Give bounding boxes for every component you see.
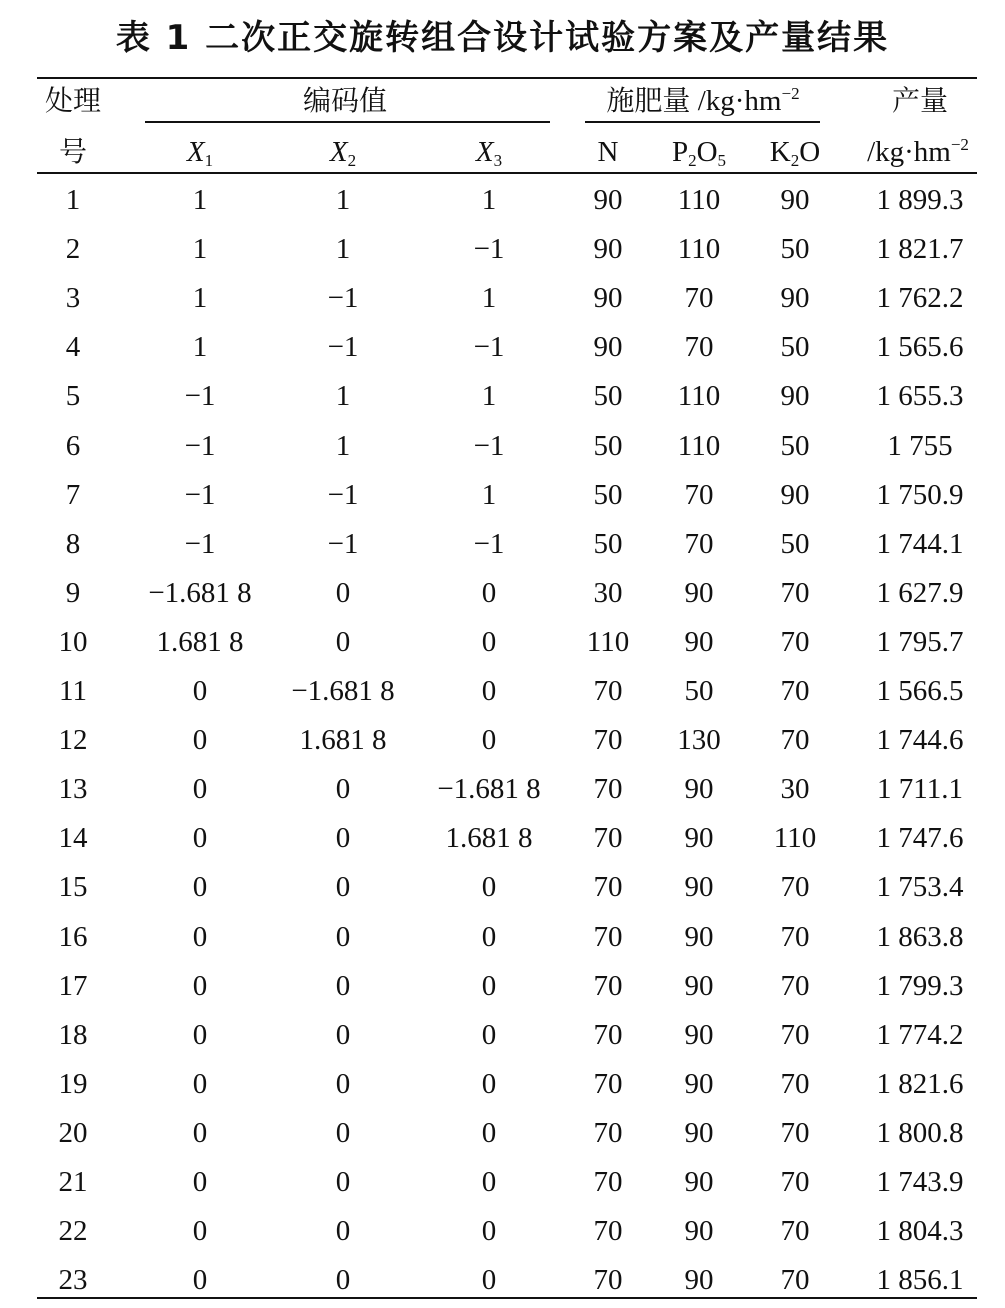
cell-n: 30 xyxy=(593,576,623,609)
header-k2o xyxy=(770,135,820,169)
cell-p2o5: 90 xyxy=(684,822,714,855)
cell-x3: 0 xyxy=(481,625,497,658)
header-fert-label: 施肥量 xyxy=(606,84,691,117)
cell-k2o: 90 xyxy=(780,184,810,216)
header-yield-unit xyxy=(867,135,969,169)
cell-treatment: 15 xyxy=(58,871,88,904)
cell-x3: 1 xyxy=(481,184,497,216)
cell-x3: 0 xyxy=(481,1018,497,1051)
header-x3-sub: 3 xyxy=(493,151,503,170)
cell-k2o: 70 xyxy=(780,920,810,953)
cell-x3: 0 xyxy=(481,969,497,1002)
cell-n: 90 xyxy=(593,233,623,266)
cell-yield: 1 743.9 xyxy=(876,1166,964,1198)
cell-n: 70 xyxy=(593,773,623,806)
header-x2-sub: 2 xyxy=(347,151,357,170)
cell-x2: 0 xyxy=(335,1116,351,1149)
cell-x2: 0 xyxy=(335,871,351,904)
cell-treatment: 17 xyxy=(58,969,88,1002)
cell-n: 70 xyxy=(593,724,623,757)
cell-x3: −1 xyxy=(473,331,505,364)
cell-treatment: 20 xyxy=(58,1116,88,1149)
cell-yield: 1 627.9 xyxy=(876,576,964,609)
cell-x1: 0 xyxy=(192,871,208,904)
cell-x3: −1 xyxy=(473,233,505,266)
cell-treatment: 4 xyxy=(65,331,81,364)
cell-yield: 1 566.5 xyxy=(876,675,964,707)
cell-x1: 0 xyxy=(192,969,208,1002)
cell-x3: 1 xyxy=(481,380,497,413)
cell-p2o5: 90 xyxy=(684,625,714,658)
cell-x2: −1 xyxy=(327,527,359,560)
cell-treatment: 2 xyxy=(65,233,81,266)
cell-yield: 1 711.1 xyxy=(877,773,963,806)
header-x1-base: X xyxy=(186,136,205,168)
header-fert-unit: /kg·hm xyxy=(697,85,782,117)
cell-x2: 0 xyxy=(335,920,351,953)
cell-x3: 0 xyxy=(481,724,497,757)
cell-k2o: 70 xyxy=(780,871,810,904)
cell-k2o: 70 xyxy=(780,969,810,1002)
cell-k2o: 70 xyxy=(780,576,810,609)
cell-x1: 0 xyxy=(192,1215,208,1248)
cell-x1: 0 xyxy=(192,1018,208,1051)
cell-treatment: 21 xyxy=(58,1166,88,1198)
cell-n: 90 xyxy=(593,331,623,364)
header-x1 xyxy=(187,135,213,169)
cell-treatment: 7 xyxy=(65,478,81,511)
cell-p2o5: 90 xyxy=(684,576,714,609)
cell-p2o5: 110 xyxy=(677,429,721,462)
cell-x1: −1 xyxy=(184,380,216,413)
cell-yield: 1 821.7 xyxy=(876,233,964,266)
cell-treatment: 16 xyxy=(58,920,88,953)
cell-yield: 1 795.7 xyxy=(876,625,964,658)
cell-k2o: 50 xyxy=(780,331,810,364)
cell-x2: 1 xyxy=(335,233,351,266)
coded-group-rule xyxy=(145,121,550,123)
cell-k2o: 90 xyxy=(780,380,810,413)
cell-n: 70 xyxy=(593,1215,623,1248)
cell-p2o5: 50 xyxy=(684,675,714,707)
cell-p2o5: 90 xyxy=(684,920,714,953)
cell-treatment: 10 xyxy=(58,625,88,658)
cell-x3: 0 xyxy=(481,1215,497,1248)
cell-k2o: 70 xyxy=(780,1067,810,1100)
cell-x3: 0 xyxy=(481,1067,497,1100)
header-p2o5-sub-5: 5 xyxy=(717,151,727,170)
cell-yield: 1 753.4 xyxy=(876,871,964,904)
cell-k2o: 70 xyxy=(780,675,810,707)
cell-x1: −1.681 8 xyxy=(148,576,252,609)
cell-k2o: 50 xyxy=(780,527,810,560)
cell-n: 90 xyxy=(593,282,623,315)
cell-x2: 0 xyxy=(335,625,351,658)
cell-x3: 0 xyxy=(481,1166,497,1198)
cell-x3: −1 xyxy=(473,527,505,560)
cell-x1: 0 xyxy=(192,822,208,855)
cell-n: 70 xyxy=(593,1116,623,1149)
cell-x2: 0 xyxy=(335,822,351,855)
header-x1-sub: 1 xyxy=(204,151,214,170)
header-x2-base: X xyxy=(329,136,348,168)
cell-x2: 1 xyxy=(335,429,351,462)
cell-x3: 1 xyxy=(481,478,497,511)
cell-yield: 1 755 xyxy=(887,429,953,462)
header-x3 xyxy=(476,135,502,169)
cell-treatment: 22 xyxy=(58,1215,88,1248)
cell-k2o: 90 xyxy=(780,478,810,511)
cell-yield: 1 821.6 xyxy=(876,1067,964,1100)
cell-k2o: 70 xyxy=(780,1166,810,1198)
cell-p2o5: 70 xyxy=(684,282,714,315)
cell-x1: 0 xyxy=(192,1166,208,1198)
cell-k2o: 70 xyxy=(780,625,810,658)
cell-treatment: 3 xyxy=(65,282,81,315)
cell-treatment: 8 xyxy=(65,527,81,560)
cell-x1: 0 xyxy=(192,1067,208,1100)
cell-p2o5: 90 xyxy=(684,969,714,1002)
cell-treatment: 18 xyxy=(58,1018,88,1051)
cell-x2: 0 xyxy=(335,1067,351,1100)
header-yield-unit-base: /kg·hm xyxy=(867,136,951,168)
cell-x1: 1 xyxy=(192,184,208,216)
cell-k2o: 110 xyxy=(773,822,817,855)
cell-n: 70 xyxy=(593,675,623,707)
header-fert-unit-sup: −2 xyxy=(781,84,800,103)
cell-x1: 0 xyxy=(192,675,208,707)
cell-p2o5: 70 xyxy=(684,527,714,560)
cell-treatment: 1 xyxy=(65,184,81,216)
cell-x1: 1 xyxy=(192,282,208,315)
header-x3-base: X xyxy=(475,136,494,168)
cell-x1: 0 xyxy=(192,724,208,757)
cell-x1: 1 xyxy=(192,331,208,364)
cell-n: 70 xyxy=(593,1067,623,1100)
header-p2o5 xyxy=(672,135,726,169)
header-k2o-sub-2: 2 xyxy=(790,151,800,170)
cell-k2o: 70 xyxy=(780,1018,810,1051)
header-k2o-k: K xyxy=(769,136,791,168)
header-x2 xyxy=(330,135,356,169)
cell-yield: 1 744.1 xyxy=(876,527,964,560)
cell-x2: 0 xyxy=(335,1018,351,1051)
cell-k2o: 50 xyxy=(780,233,810,266)
cell-yield: 1 750.9 xyxy=(876,478,964,511)
cell-x3: −1.681 8 xyxy=(437,773,541,806)
cell-yield: 1 856.1 xyxy=(876,1264,964,1297)
cell-n: 70 xyxy=(593,1264,623,1297)
cell-treatment: 12 xyxy=(58,724,88,757)
cell-x2: −1.681 8 xyxy=(291,675,395,707)
cell-n: 70 xyxy=(593,1166,623,1198)
header-fert-group xyxy=(606,84,799,118)
cell-p2o5: 90 xyxy=(684,1166,714,1198)
header-yield-unit-sup: −2 xyxy=(950,135,969,154)
cell-x1: −1 xyxy=(184,478,216,511)
header-p2o5-o: O xyxy=(696,136,718,168)
header-treatment-top: 处理 xyxy=(44,84,102,117)
cell-treatment: 13 xyxy=(58,773,88,806)
header-p2o5-sub-2: 2 xyxy=(688,151,697,170)
cell-yield: 1 565.6 xyxy=(876,331,964,364)
header-treatment-bottom: 号 xyxy=(58,135,88,168)
cell-n: 50 xyxy=(593,429,623,462)
cell-yield: 1 774.2 xyxy=(876,1018,964,1051)
header-n-text: N xyxy=(597,136,619,168)
cell-treatment: 19 xyxy=(58,1067,88,1100)
cell-p2o5: 110 xyxy=(677,380,721,413)
cell-x3: 0 xyxy=(481,920,497,953)
cell-k2o: 90 xyxy=(780,282,810,315)
cell-n: 50 xyxy=(593,527,623,560)
cell-yield: 1 747.6 xyxy=(876,822,964,855)
cell-n: 110 xyxy=(586,625,630,658)
cell-p2o5: 90 xyxy=(684,1264,714,1297)
cell-x2: 1 xyxy=(335,184,351,216)
cell-yield: 1 800.8 xyxy=(876,1116,964,1149)
cell-x2: 1 xyxy=(335,380,351,413)
cell-x1: 0 xyxy=(192,1264,208,1297)
cell-p2o5: 70 xyxy=(684,478,714,511)
cell-x3: −1 xyxy=(473,429,505,462)
cell-x2: 0 xyxy=(335,1264,351,1297)
cell-treatment: 11 xyxy=(59,675,87,707)
cell-n: 70 xyxy=(593,871,623,904)
cell-treatment: 5 xyxy=(65,380,81,413)
cell-p2o5: 90 xyxy=(684,1067,714,1100)
fert-group-rule xyxy=(585,121,820,123)
cell-n: 50 xyxy=(593,478,623,511)
cell-treatment: 23 xyxy=(58,1264,88,1297)
cell-x3: 0 xyxy=(481,871,497,904)
cell-x2: 0 xyxy=(335,1166,351,1198)
cell-n: 70 xyxy=(593,1018,623,1051)
cell-yield: 1 799.3 xyxy=(876,969,964,1002)
cell-x3: 0 xyxy=(481,675,497,707)
cell-x1: 0 xyxy=(192,1116,208,1149)
cell-x3: 0 xyxy=(481,1264,497,1297)
cell-x3: 1 xyxy=(481,282,497,315)
cell-k2o: 50 xyxy=(780,429,810,462)
cell-x2: −1 xyxy=(327,478,359,511)
cell-x1: 1 xyxy=(192,233,208,266)
cell-x3: 0 xyxy=(481,1116,497,1149)
header-rule xyxy=(37,172,977,174)
cell-x1: −1 xyxy=(184,527,216,560)
cell-k2o: 30 xyxy=(780,773,810,806)
header-n xyxy=(598,135,619,169)
cell-n: 70 xyxy=(593,920,623,953)
cell-x2: −1 xyxy=(327,331,359,364)
bottom-rule xyxy=(37,1297,977,1299)
cell-x2: 0 xyxy=(335,773,351,806)
cell-x1: 0 xyxy=(192,773,208,806)
cell-x2: 0 xyxy=(335,576,351,609)
cell-x1: 1.681 8 xyxy=(156,625,244,658)
cell-n: 50 xyxy=(593,380,623,413)
cell-x2: −1 xyxy=(327,282,359,315)
cell-p2o5: 90 xyxy=(684,773,714,806)
cell-x3: 0 xyxy=(481,576,497,609)
cell-treatment: 9 xyxy=(65,576,81,609)
cell-p2o5: 90 xyxy=(684,871,714,904)
cell-yield: 1 804.3 xyxy=(876,1215,964,1248)
cell-yield: 1 655.3 xyxy=(876,380,964,413)
cell-yield: 1 744.6 xyxy=(876,724,964,757)
cell-x1: −1 xyxy=(184,429,216,462)
cell-k2o: 70 xyxy=(780,1116,810,1149)
cell-p2o5: 90 xyxy=(684,1116,714,1149)
cell-x2: 0 xyxy=(335,1215,351,1248)
cell-x2: 0 xyxy=(335,969,351,1002)
cell-n: 70 xyxy=(593,969,623,1002)
cell-k2o: 70 xyxy=(780,1215,810,1248)
cell-n: 70 xyxy=(593,822,623,855)
cell-p2o5: 110 xyxy=(677,233,721,266)
header-k2o-o: O xyxy=(799,136,821,168)
cell-x3: 1.681 8 xyxy=(445,822,533,855)
header-p2o5-p: P xyxy=(671,136,689,168)
cell-p2o5: 90 xyxy=(684,1018,714,1051)
cell-x1: 0 xyxy=(192,920,208,953)
cell-k2o: 70 xyxy=(780,724,810,757)
top-rule xyxy=(37,77,977,79)
cell-x2: 1.681 8 xyxy=(299,724,387,757)
cell-treatment: 6 xyxy=(65,429,81,462)
cell-yield: 1 863.8 xyxy=(876,920,964,953)
cell-p2o5: 90 xyxy=(684,1215,714,1248)
cell-yield: 1 899.3 xyxy=(876,184,964,216)
cell-n: 90 xyxy=(593,184,623,216)
cell-k2o: 70 xyxy=(780,1264,810,1297)
cell-p2o5: 130 xyxy=(677,724,721,757)
cell-p2o5: 110 xyxy=(677,184,721,216)
cell-treatment: 14 xyxy=(58,822,88,855)
cell-yield: 1 762.2 xyxy=(876,282,964,315)
table-title: 表 1 二次正交旋转组合设计试验方案及产量结果 xyxy=(115,18,890,58)
header-yield-top: 产量 xyxy=(891,84,949,117)
header-coded-group: 编码值 xyxy=(302,84,388,117)
cell-p2o5: 70 xyxy=(684,331,714,364)
